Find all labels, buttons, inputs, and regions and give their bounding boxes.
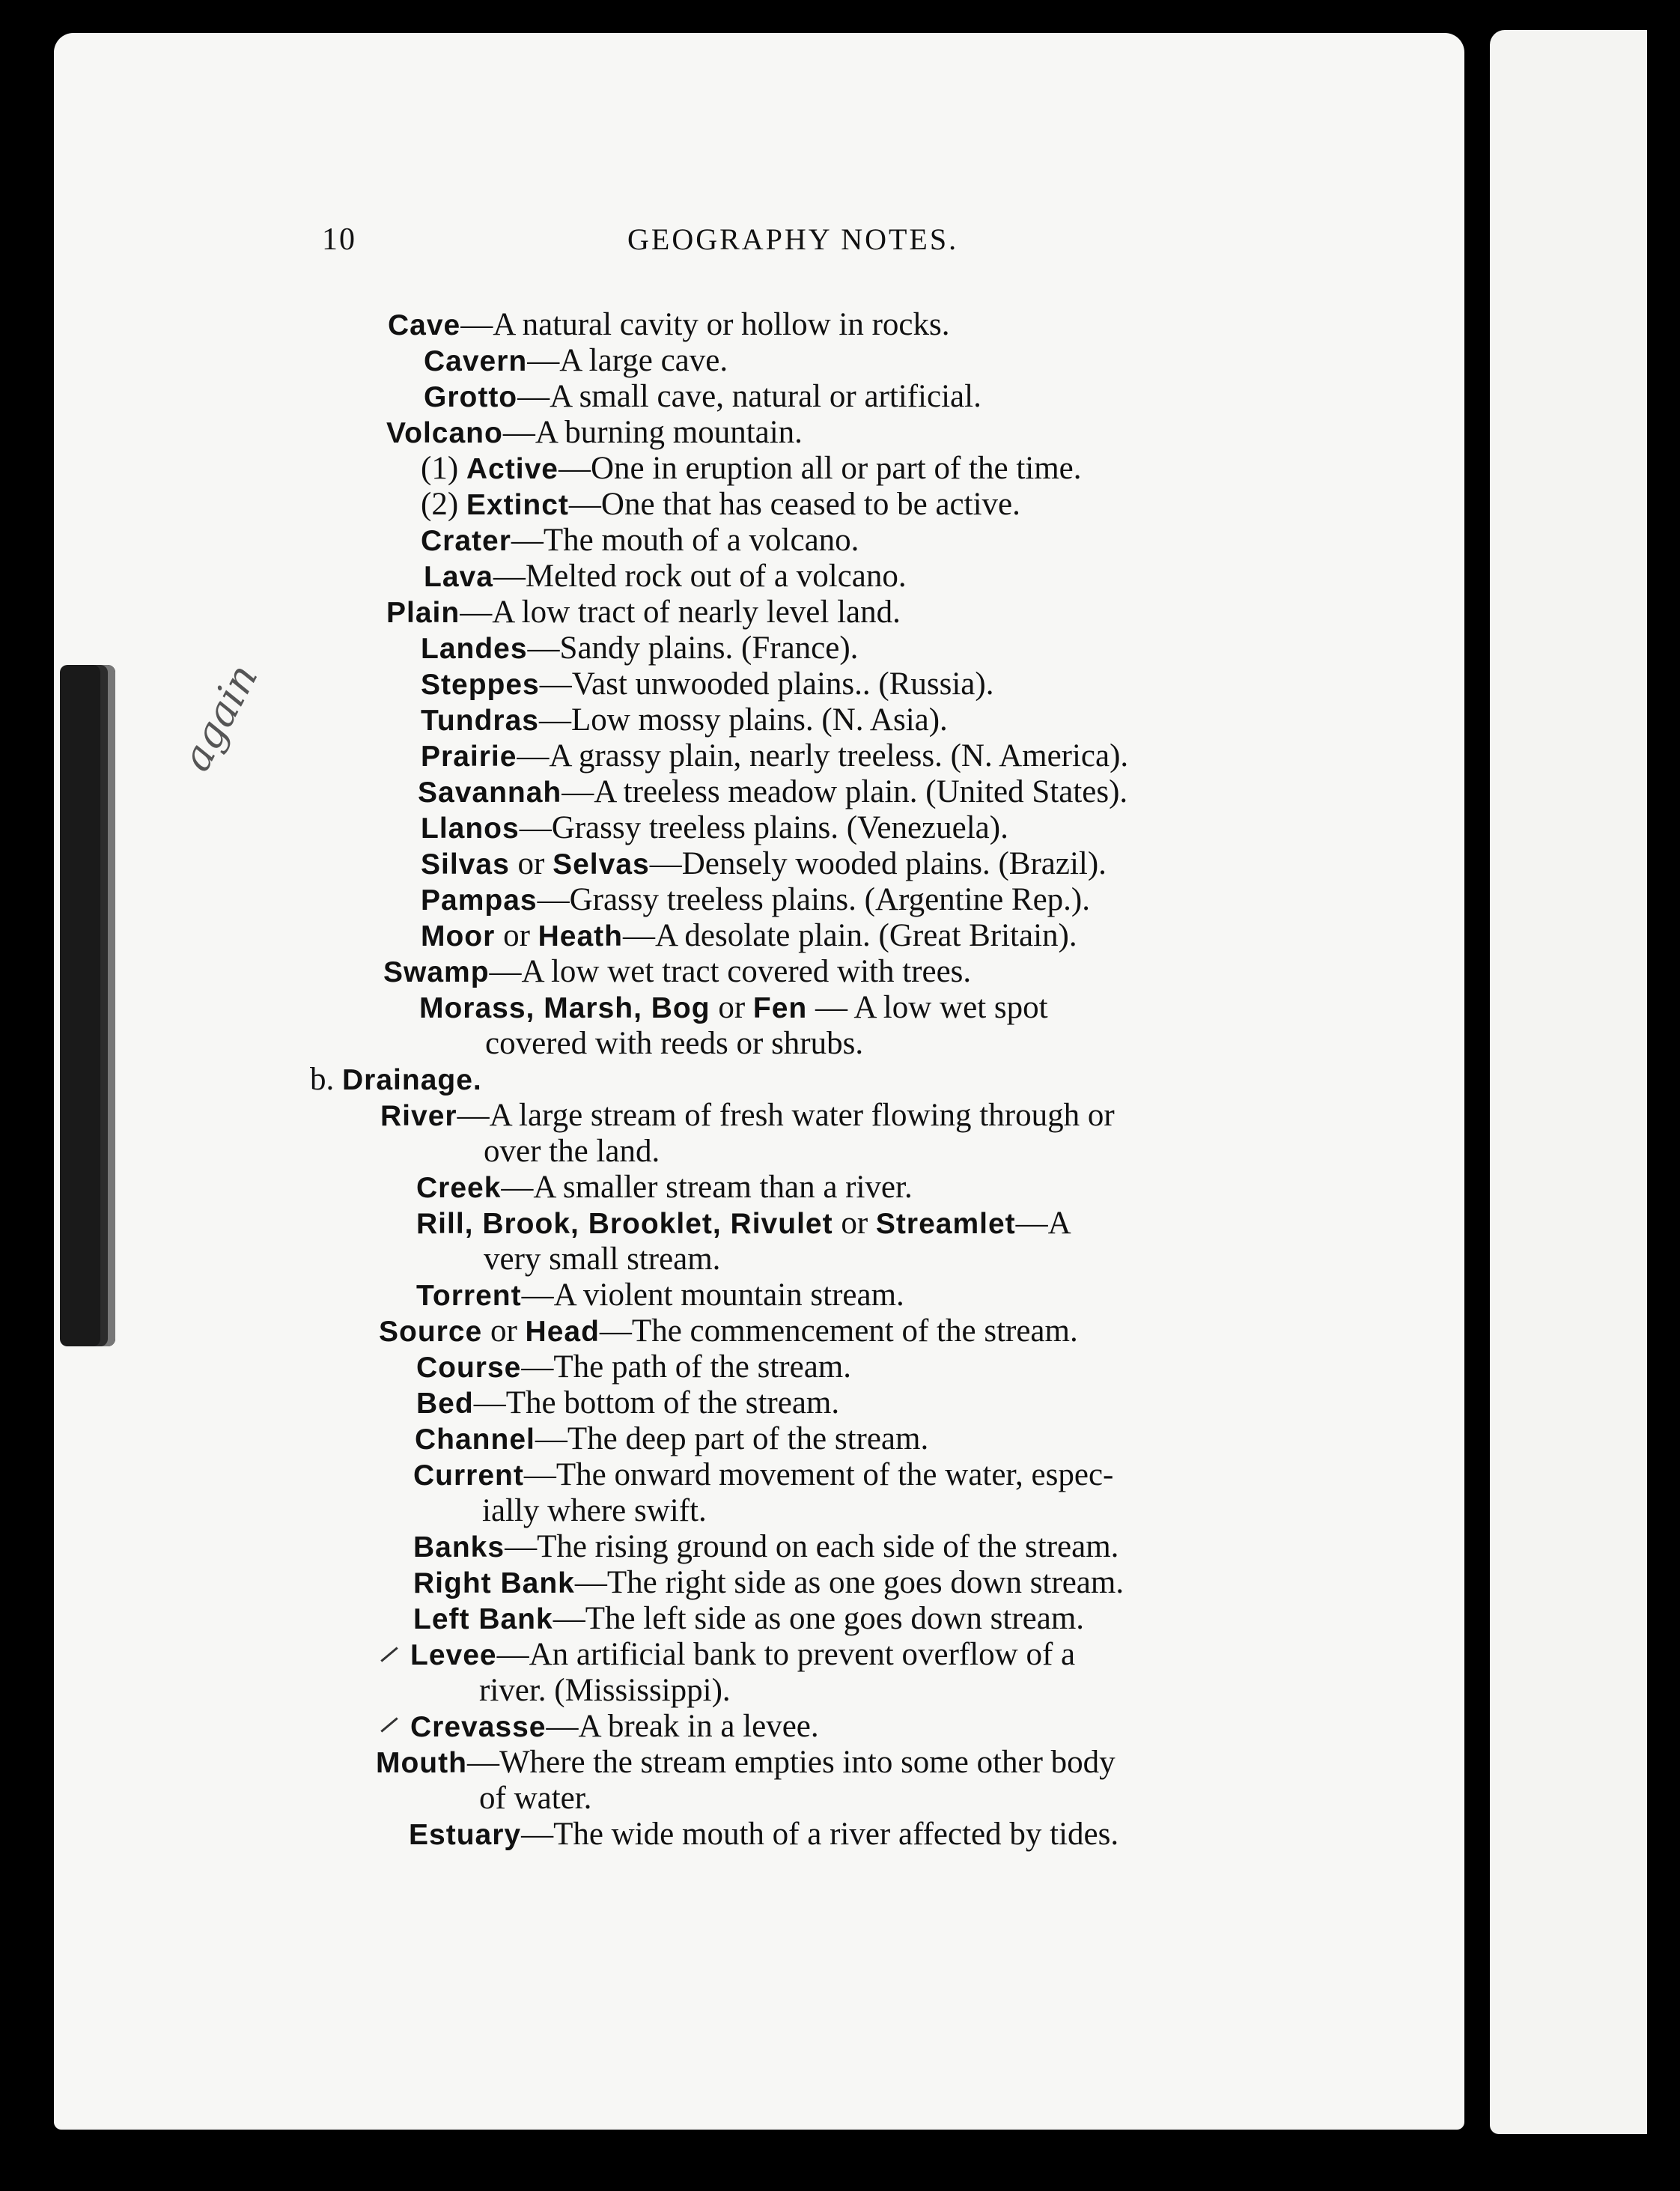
line-prefix: (2) bbox=[421, 487, 466, 522]
glossary-term: Right Bank bbox=[413, 1567, 575, 1599]
glossary-definition: —The left side as one goes down stream. bbox=[553, 1601, 1085, 1636]
glossary-line bbox=[485, 1026, 863, 1062]
glossary-definition: —Melted rock out of a volcano. bbox=[493, 559, 907, 594]
line-connector: or bbox=[710, 990, 753, 1025]
glossary-term: Landes bbox=[421, 633, 528, 665]
glossary-line bbox=[413, 1529, 1119, 1566]
glossary-term: River bbox=[380, 1100, 457, 1132]
glossary-definition: —A small cave, natural or artificial. bbox=[517, 379, 981, 414]
glossary-line bbox=[419, 990, 1048, 1027]
glossary-line bbox=[479, 1781, 591, 1817]
glossary-definition: —The right side as one goes down stream. bbox=[574, 1565, 1124, 1600]
glossary-term: Course bbox=[416, 1352, 522, 1384]
glossary-definition: —A smaller stream than a river. bbox=[501, 1170, 913, 1205]
glossary-line bbox=[415, 1421, 928, 1458]
glossary-definition: —Sandy plains. (France). bbox=[527, 630, 859, 666]
glossary-term: Mouth bbox=[376, 1747, 467, 1779]
glossary-line bbox=[410, 1709, 819, 1745]
glossary-term: Levee bbox=[410, 1639, 497, 1671]
glossary-definition: —A burning mountain. bbox=[502, 415, 803, 450]
line-prefix: (1) bbox=[421, 451, 466, 486]
glossary-term: Pampas bbox=[421, 884, 538, 917]
glossary-term: Left Bank bbox=[413, 1603, 553, 1635]
glossary-term: Plain bbox=[386, 597, 460, 629]
glossary-line bbox=[386, 415, 803, 452]
glossary-term: Cavern bbox=[424, 345, 528, 377]
glossary-line bbox=[388, 307, 949, 344]
glossary-definition: —A natural cavity or hollow in rocks. bbox=[460, 307, 950, 342]
glossary-term-alt: Fen bbox=[752, 992, 808, 1024]
glossary-line bbox=[424, 343, 728, 380]
glossary-term: Channel bbox=[415, 1423, 535, 1456]
glossary-definition: —One in eruption all or part of the time. bbox=[558, 451, 1082, 486]
glossary-term: Extinct bbox=[466, 489, 569, 521]
glossary-definition: very small stream. bbox=[484, 1242, 721, 1277]
glossary-term: Source bbox=[379, 1316, 483, 1348]
glossary-term-alt: Heath bbox=[538, 920, 623, 952]
glossary-line bbox=[416, 1170, 913, 1206]
glossary-term: Active bbox=[466, 453, 559, 485]
glossary-line bbox=[413, 1457, 1113, 1494]
glossary-line bbox=[421, 523, 859, 559]
glossary-term: Crevasse bbox=[410, 1711, 547, 1743]
glossary-term: Savannah bbox=[418, 777, 562, 809]
glossary-term: Crater bbox=[421, 525, 511, 557]
glossary-line bbox=[310, 1062, 482, 1098]
glossary-term: Estuary bbox=[409, 1819, 522, 1851]
glossary-term: Morass, Marsh, Bog bbox=[419, 992, 710, 1024]
glossary-line bbox=[386, 595, 901, 631]
glossary-definition: —The bottom of the stream. bbox=[473, 1385, 840, 1420]
glossary-line bbox=[418, 774, 1127, 811]
glossary-definition: —Where the stream empties into some other body bbox=[466, 1745, 1116, 1780]
glossary-line bbox=[421, 487, 1020, 523]
line-connector: or bbox=[482, 1313, 526, 1349]
glossary-line bbox=[484, 1242, 720, 1277]
glossary-term: Moor bbox=[421, 920, 496, 952]
glossary-line bbox=[421, 738, 1128, 775]
glossary-line bbox=[416, 1385, 839, 1422]
glossary-definition: —Grassy treeless plains. (Venezuela). bbox=[519, 810, 1008, 845]
glossary-term-alt: Selvas bbox=[553, 848, 650, 881]
glossary-definition: ially where swift. bbox=[482, 1493, 707, 1528]
glossary-line bbox=[410, 1637, 1075, 1674]
glossary-definition: —The deep part of the stream. bbox=[535, 1421, 929, 1456]
glossary-definition: —A break in a levee. bbox=[546, 1709, 819, 1744]
glossary-line bbox=[383, 954, 971, 991]
line-prefix: b. bbox=[310, 1062, 342, 1097]
glossary-line bbox=[416, 1206, 1071, 1242]
glossary-line bbox=[413, 1565, 1124, 1602]
glossary-line bbox=[379, 1313, 1078, 1350]
glossary-term: Rill, Brook, Brooklet, Rivulet bbox=[416, 1208, 833, 1240]
running-head: GEOGRAPHY NOTES. bbox=[627, 222, 959, 256]
glossary-term-alt: Streamlet bbox=[875, 1208, 1016, 1240]
glossary-definition: —Vast unwooded plains.. (Russia). bbox=[539, 666, 994, 702]
glossary-term-alt: Head bbox=[525, 1316, 600, 1348]
glossary-term: Creek bbox=[416, 1172, 502, 1204]
glossary-term: Grotto bbox=[424, 381, 518, 413]
glossary-line bbox=[409, 1817, 1119, 1853]
glossary-definition: over the land. bbox=[484, 1134, 660, 1169]
glossary-term: Cave bbox=[388, 309, 461, 341]
line-connector: or bbox=[833, 1206, 876, 1241]
glossary-definition: —A desolate plain. (Great Britain). bbox=[623, 918, 1077, 953]
glossary-definition: —The onward movement of the water, espec- bbox=[523, 1457, 1114, 1492]
handwritten-margin-note: again bbox=[172, 656, 267, 779]
glossary-line bbox=[421, 451, 1082, 487]
glossary-definition: —A treeless meadow plain. (United States). bbox=[561, 774, 1128, 809]
glossary-line bbox=[413, 1601, 1084, 1638]
glossary-definition: —The wide mouth of a river affected by tides. bbox=[521, 1817, 1119, 1852]
glossary-term: Prairie bbox=[421, 741, 517, 773]
glossary-term: Swamp bbox=[383, 956, 490, 988]
glossary-definition: —A large cave. bbox=[527, 343, 728, 378]
glossary-term: Current bbox=[413, 1459, 524, 1492]
glossary-definition: river. (Mississippi). bbox=[479, 1673, 731, 1708]
glossary-definition: —The rising ground on each side of the stream. bbox=[505, 1529, 1119, 1564]
glossary-line bbox=[376, 1745, 1116, 1781]
glossary-line bbox=[416, 1349, 851, 1386]
glossary-line bbox=[424, 559, 907, 595]
glossary-definition: —A low tract of nearly level land. bbox=[460, 595, 901, 630]
glossary-line bbox=[416, 1277, 904, 1314]
glossary-line bbox=[421, 810, 1008, 847]
glossary-definition: —One that has ceased to be active. bbox=[568, 487, 1020, 522]
glossary-line bbox=[421, 702, 948, 739]
line-connector: or bbox=[509, 846, 553, 881]
glossary-definition: of water. bbox=[479, 1781, 592, 1816]
glossary-definition: —A grassy plain, nearly treeless. (N. America). bbox=[517, 738, 1129, 774]
glossary-line bbox=[479, 1673, 731, 1709]
glossary-term: Lava bbox=[424, 561, 493, 593]
glossary-definition: — A low wet spot bbox=[807, 990, 1048, 1025]
glossary-term: Llanos bbox=[421, 812, 520, 845]
glossary-line bbox=[421, 630, 858, 667]
glossary-line bbox=[482, 1493, 707, 1529]
glossary-line bbox=[380, 1098, 1115, 1134]
glossary-term: Banks bbox=[413, 1531, 505, 1564]
glossary-line bbox=[424, 379, 981, 416]
glossary-definition: —Grassy treeless plains. (Argentine Rep.). bbox=[537, 882, 1090, 917]
glossary-definition: —The path of the stream. bbox=[521, 1349, 851, 1385]
glossary-definition: —A violent mountain stream. bbox=[521, 1277, 904, 1313]
glossary-term: Volcano bbox=[386, 417, 503, 449]
glossary-definition: —A bbox=[1015, 1206, 1071, 1241]
glossary-line bbox=[421, 846, 1107, 883]
glossary-line bbox=[421, 666, 993, 703]
glossary-definition: —Densely wooded plains. (Brazil). bbox=[649, 846, 1107, 881]
glossary-term: Steppes bbox=[421, 669, 540, 701]
glossary-term: Drainage. bbox=[342, 1064, 482, 1096]
glossary-definition: —A large stream of fresh water flowing through or bbox=[457, 1098, 1115, 1133]
glossary-term: Bed bbox=[416, 1388, 474, 1420]
glossary-term: Silvas bbox=[421, 848, 510, 881]
glossary-line bbox=[421, 882, 1090, 919]
glossary-definition: —A low wet tract covered with trees. bbox=[489, 954, 972, 989]
glossary-line bbox=[484, 1134, 660, 1170]
glossary-definition: —Low mossy plains. (N. Asia). bbox=[538, 702, 948, 738]
glossary-definition: —The mouth of a volcano. bbox=[511, 523, 859, 558]
glossary-line bbox=[421, 918, 1077, 955]
line-connector: or bbox=[495, 918, 538, 953]
glossary-definition: —The commencement of the stream. bbox=[599, 1313, 1078, 1349]
glossary-definition: —An artificial bank to prevent overflow of a bbox=[496, 1637, 1076, 1672]
page-number: 10 bbox=[322, 222, 356, 257]
glossary-term: Tundras bbox=[421, 705, 539, 737]
glossary-term: Torrent bbox=[416, 1280, 522, 1312]
glossary-definition: covered with reeds or shrubs. bbox=[485, 1026, 864, 1061]
